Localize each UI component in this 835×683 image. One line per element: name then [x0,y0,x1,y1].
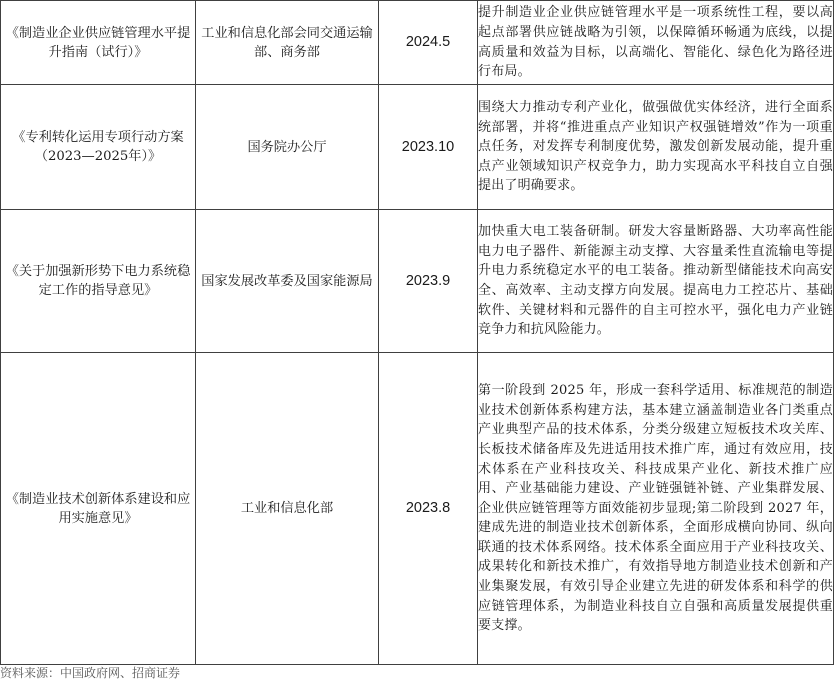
table-row [1,210,834,353]
date-cell: 2023.9 [379,210,478,353]
policy-name-cell: 《制造业技术创新体系建设和应用实施意见》 [1,353,196,665]
table-row [1,353,834,665]
issuer-cell: 工业和信息化部会同交通运输部、商务部 [196,1,379,85]
content-cell: 提升制造业企业供应链管理水平是一项系统性工程，要以高起点部署供应链战略为引领，以保障循环畅通为底线，以提高质量和效益为目标，以高端化、智能化、绿色化为路径进行布局。 [478,1,834,85]
content-cell: 加快重大电工装备研制。研发大容量断路器、大功率高性能电力电子器件、新能源主动支撑、大容量柔性直流输电等提升电力系统稳定水平的电工装备。推动新型储能技术向高安全、高效率、主动支撑方向发展。提高电力工控芯片、基础软件、关键材料和元器件的自主可控水平，强化电力产业链竞争力和抗风险能力。 [478,210,834,353]
date-cell: 2024.5 [379,1,478,85]
policy-name-cell: 《制造业企业供应链管理水平提升指南（试行）》 [1,1,196,85]
content-cell: 第一阶段到 2025 年，形成一套科学适用、标准规范的制造业技术创新体系构建方法，基本建立涵盖制造业各门类重点产业典型产品的技术体系，分类分级建立短板技术攻关库、长板技术储备库及先进适用技术推广库，通过有效应用，技术体系在产业科技攻关、科技成果产业化、新技术推广应用、产业基础能力建设、产业链强链补链、产业集群发展、企业供应链管理等方面效能初步显现;第二阶段到 2027 年，建成先进的制造业技术创新体系，全面形成横向协同、纵向联通的技术体系网络。技术体系全面应用于产业科技攻关、成果转化和新技术推广，有效指导地方制造业技术创新和产业集聚发展，有效引导企业建立先进的研发体系和科学的供应链管理体系，为制造业科技自立自强和高质量发展提供重要支撑。 [478,353,834,665]
table-row [1,85,834,210]
source-note: 资料来源：中国政府网、招商证券 [0,666,181,680]
table-row [1,1,834,85]
issuer-cell: 工业和信息化部 [196,353,379,665]
issuer-cell: 国家发展改革委及国家能源局 [196,210,379,353]
date-cell: 2023.10 [379,85,478,210]
date-cell: 2023.8 [379,353,478,665]
policy-name-cell: 《关于加强新形势下电力系统稳定工作的指导意见》 [1,210,196,353]
policy-name-cell: 《专利转化运用专项行动方案（2023—2025年）》 [1,85,196,210]
content-cell: 围绕大力推动专利产业化，做强做优实体经济，进行全面系统部署，并将“推进重点产业知识产权强链增效”作为一项重点任务，对发挥专利制度优势，激发创新发展动能，提升重点产业领域知识产权竞争力，助力实现高水平科技自立自强提出了明确要求。 [478,85,834,210]
issuer-cell: 国务院办公厅 [196,85,379,210]
